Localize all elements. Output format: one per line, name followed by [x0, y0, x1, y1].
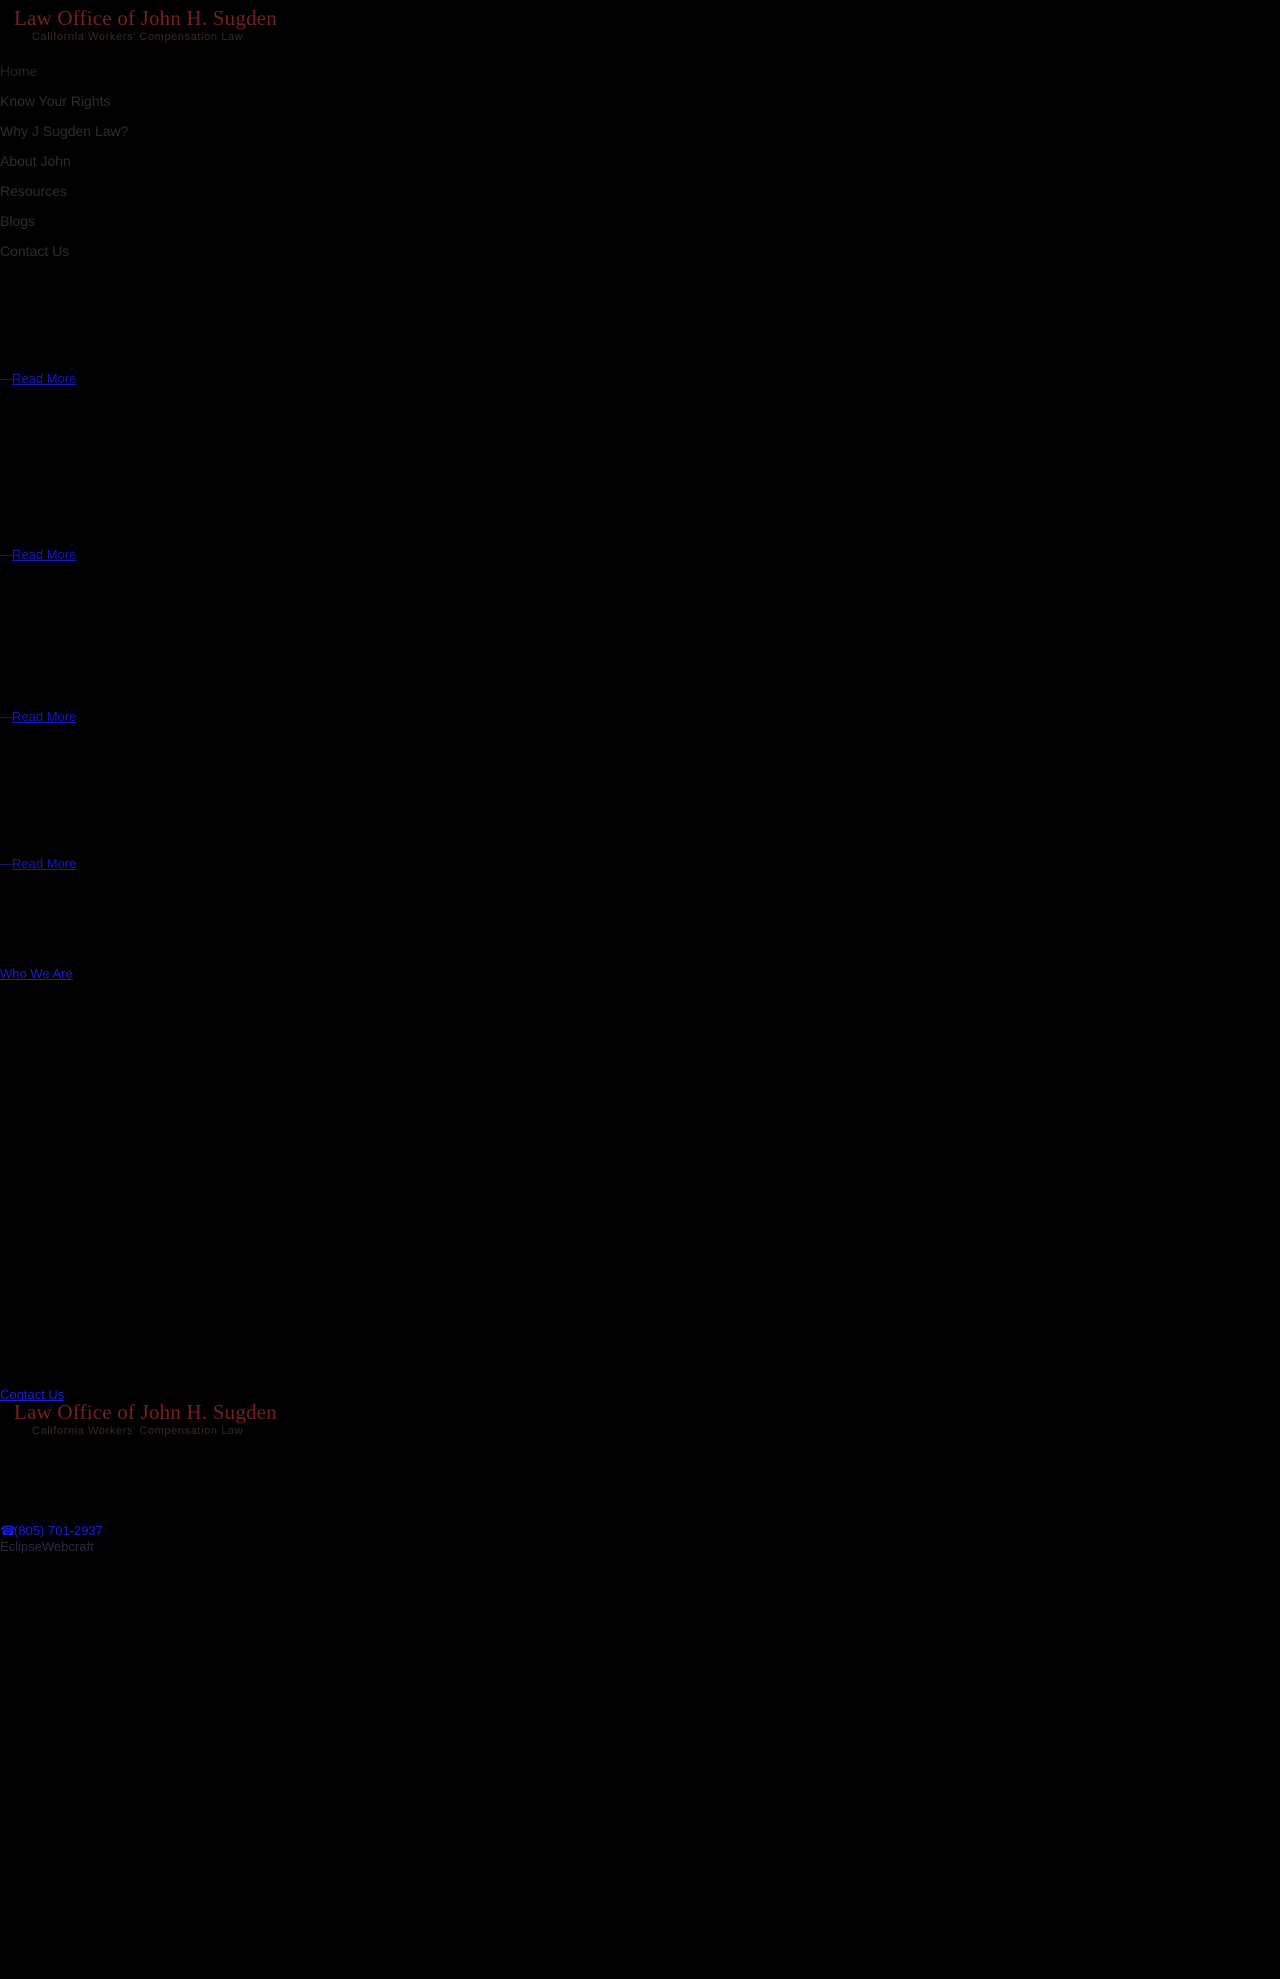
footer-phone[interactable] [0, 1523, 103, 1539]
footer-brand-title: Law Office of John H. Sugden [14, 1400, 277, 1424]
contact-us-link[interactable]: Contact Us [0, 1387, 65, 1402]
brand-title: Law Office of John H. Sugden [14, 6, 277, 30]
nav-item-resources[interactable]: Resources [0, 183, 67, 199]
who-we-are-link[interactable]: Who We Are [0, 966, 73, 981]
nav-item-contact-us[interactable]: Contact Us [0, 243, 70, 259]
card-2 [0, 546, 1280, 564]
footer-brand-subtitle: California Workers' Compensation Law [32, 1425, 244, 1437]
dash-icon: — [0, 371, 13, 386]
who-we-are-section [0, 965, 1280, 983]
brand-subtitle: California Workers' Compensation Law [32, 31, 244, 43]
site-brand[interactable] [14, 6, 314, 44]
primary-nav [0, 56, 400, 266]
card-1 [0, 370, 1280, 388]
read-more-link-1[interactable] [0, 371, 76, 386]
read-more-label: Read More [12, 371, 77, 386]
phone-icon: ☎ [0, 1523, 17, 1538]
nav-item-why-j-sugden-law[interactable]: Why J Sugden Law? [0, 123, 129, 139]
read-more-label: Read More [12, 856, 77, 871]
read-more-link-2[interactable] [0, 547, 76, 562]
card-3 [0, 708, 1280, 726]
nav-item-know-your-rights[interactable]: Know Your Rights [0, 93, 111, 109]
dash-icon: — [0, 547, 13, 562]
dash-icon: — [0, 709, 13, 724]
card-4 [0, 855, 1280, 873]
nav-item-about-john[interactable]: About John [0, 153, 71, 169]
read-more-link-3[interactable] [0, 709, 76, 724]
read-more-label: Read More [12, 709, 77, 724]
dash-icon: — [0, 856, 13, 871]
read-more-label: Read More [12, 547, 77, 562]
nav-item-home[interactable]: Home [0, 63, 38, 79]
footer-phone-number: (805) 701-2937 [14, 1523, 103, 1538]
nav-item-blogs[interactable]: Blogs [0, 213, 36, 229]
footer-credit[interactable]: EclipseWebcraft [0, 1539, 94, 1554]
read-more-link-4[interactable] [0, 856, 76, 871]
footer-brand[interactable] [14, 1400, 334, 1438]
